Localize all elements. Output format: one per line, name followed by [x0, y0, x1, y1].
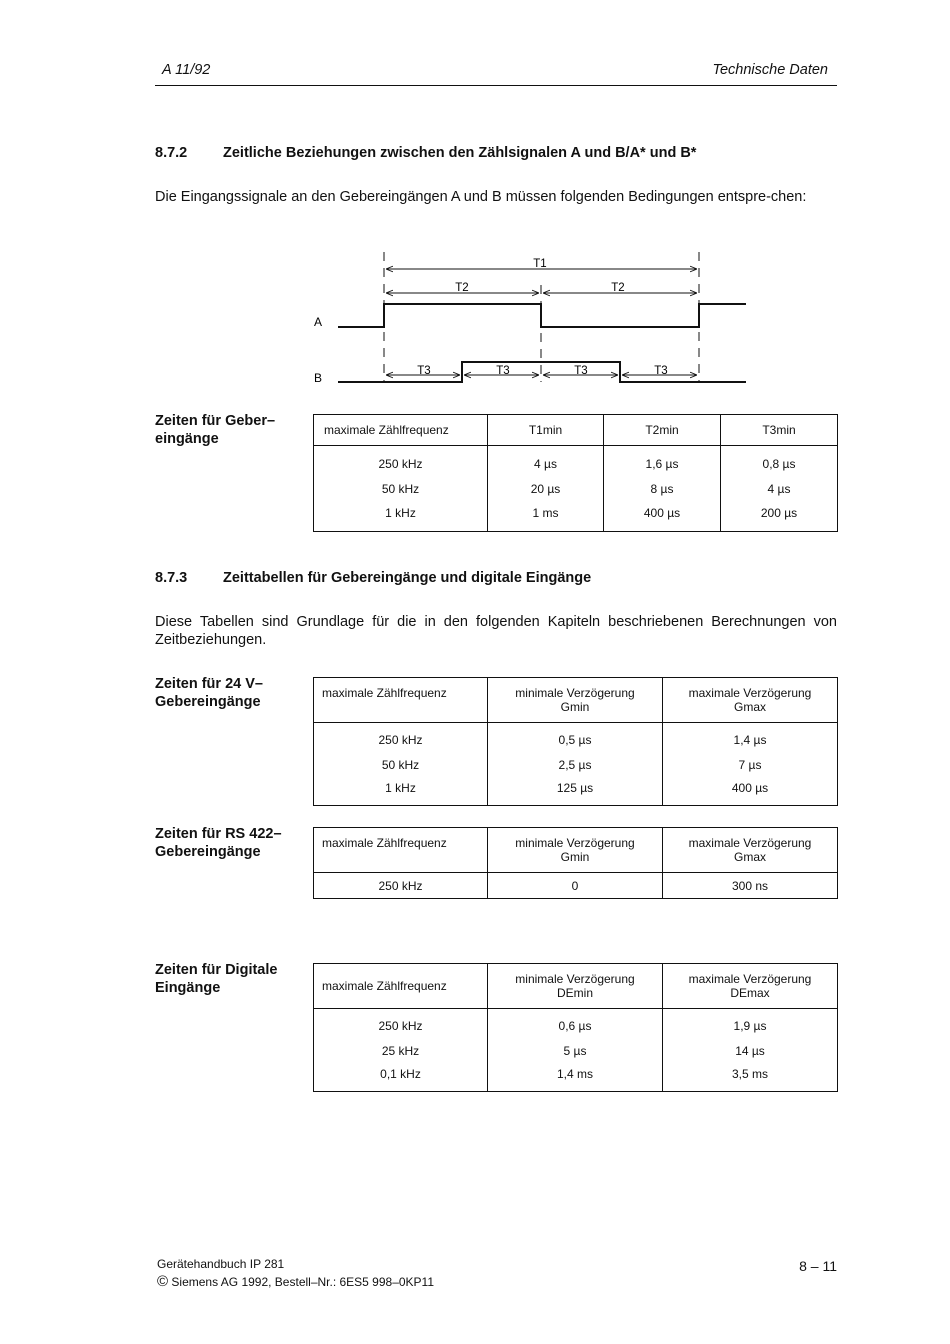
table-header-cell [663, 828, 838, 873]
table-row [314, 753, 838, 777]
table-header-cell: maximale Zählfrequenz [314, 415, 488, 446]
signal-a-waveform [338, 304, 746, 327]
table-cell: 8 µs [604, 477, 721, 501]
t3-label-1: T3 [417, 365, 431, 377]
table-header-cell: maximale Zählfrequenz [314, 964, 488, 1009]
table-cell: 1,9 µs [663, 1009, 838, 1039]
table-cell: 50 kHz [314, 477, 488, 501]
table-header-line: minimale Verzögerung [515, 972, 635, 986]
table-header-row [314, 828, 838, 873]
t3-label-2: T3 [496, 365, 510, 377]
table-digital-times [313, 963, 838, 1092]
signal-a-label: A [314, 315, 323, 329]
table3-label-line2: Gebereingänge [155, 844, 261, 860]
table-header-row [314, 678, 838, 723]
table-header-line: minimale Verzögerung [515, 686, 635, 700]
table-row [314, 501, 838, 532]
table-row [314, 1009, 838, 1039]
table-header-cell [488, 828, 663, 873]
table-header-cell: maximale Zählfrequenz [314, 678, 488, 723]
signal-b-label: B [314, 371, 323, 385]
section-number: 8.7.2 [155, 145, 188, 161]
table-header-subline: Gmax [733, 700, 766, 714]
table-cell: 1 ms [488, 501, 604, 532]
table-cell: 0,1 kHz [314, 1063, 488, 1092]
footer-copyright [157, 1273, 434, 1290]
table-cell: 2,5 µs [488, 753, 663, 777]
section-heading-1 [155, 145, 696, 161]
section-heading-2 [155, 570, 591, 586]
table-cell: 4 µs [721, 477, 838, 501]
table-cell: 125 µs [488, 777, 663, 806]
table-cell: 50 kHz [314, 753, 488, 777]
table4-label [155, 961, 305, 997]
table4-label-line2: Eingänge [155, 980, 221, 996]
table-cell: 4 µs [488, 446, 604, 477]
table-header-cell: T3min [721, 415, 838, 446]
table-header-cell: maximale Zählfrequenz [314, 828, 488, 873]
table-cell: 7 µs [663, 753, 838, 777]
table-cell: 250 kHz [314, 446, 488, 477]
t3-label-4: T3 [654, 365, 668, 377]
table-cell: 400 µs [604, 501, 721, 532]
table-header-row [314, 964, 838, 1009]
table2-label-line1: Zeiten für 24 V– [155, 676, 263, 692]
table-cell: 1 kHz [314, 501, 488, 532]
section-title: Zeitliche Beziehungen zwischen den Zählsignalen A und B/A* und B* [223, 145, 697, 161]
table-row [314, 777, 838, 806]
table-row [314, 1039, 838, 1063]
header-left: A 11/92 [162, 62, 211, 78]
table-cell: 1 kHz [314, 777, 488, 806]
table-cell: 1,4 µs [663, 723, 838, 753]
t1-label: T1 [533, 258, 547, 270]
table-cell: 250 kHz [314, 1009, 488, 1039]
table-header-subline: Gmax [733, 850, 766, 864]
table-header-cell [488, 964, 663, 1009]
t2-label-left: T2 [455, 282, 469, 294]
table-cell: 25 kHz [314, 1039, 488, 1063]
page-number: 8 – 11 [799, 1258, 837, 1274]
header-right: Technische Daten [712, 62, 828, 78]
table-header-cell: T1min [488, 415, 604, 446]
table-cell: 200 µs [721, 501, 838, 532]
footer-order-number: Siemens AG 1992, Bestell–Nr.: 6ES5 998–0KP11 [171, 1275, 435, 1289]
table-cell: 250 kHz [314, 723, 488, 753]
table-header-cell [663, 678, 838, 723]
table-header-cell [488, 678, 663, 723]
table-24v-times [313, 677, 838, 806]
table-cell: 1,4 ms [488, 1063, 663, 1092]
table-cell: 0,6 µs [488, 1009, 663, 1039]
section-paragraph-1: Die Eingangssignale an den Gebereingängen A und B müssen folgenden Bedingungen entspre-chen: [155, 189, 807, 205]
table1-label [155, 412, 305, 448]
timing-diagram [300, 245, 760, 395]
section-paragraph-2: Diese Tabellen sind Grundlage für die in den folgenden Kapiteln beschriebenen Berechnungen von Zeitbeziehungen. [155, 614, 837, 648]
table3-label-line1: Zeiten für RS 422– [155, 826, 282, 842]
table-row [314, 446, 838, 477]
table-header-subline: Gmin [560, 850, 590, 864]
table1-label-line2: eingänge [155, 431, 219, 447]
table3-label [155, 825, 305, 861]
table-header-line: maximale Verzögerung [688, 836, 812, 850]
table-cell: 0 [488, 873, 663, 899]
table-row [314, 873, 838, 899]
t2-label-right: T2 [611, 282, 625, 294]
table-header-cell [663, 964, 838, 1009]
table-row [314, 723, 838, 753]
table-cell: 20 µs [488, 477, 604, 501]
footer-manual-title: Gerätehandbuch IP 281 [157, 1257, 285, 1271]
t3-label-3: T3 [574, 365, 588, 377]
table2-label [155, 675, 305, 711]
table-header-subline: DEmin [556, 986, 593, 1000]
table-cell: 3,5 ms [663, 1063, 838, 1092]
table1-label-line1: Zeiten für Geber– [155, 413, 276, 429]
table-header-subline: Gmin [560, 700, 590, 714]
table2-label-line2: Gebereingänge [155, 694, 261, 710]
signal-b-waveform [338, 362, 746, 382]
table-header-cell: T2min [604, 415, 721, 446]
section-number: 8.7.3 [155, 570, 188, 586]
copyright-icon: © [157, 1273, 169, 1290]
table-cell: 300 ns [663, 873, 838, 899]
table-header-row [314, 415, 838, 446]
table-cell: 400 µs [663, 777, 838, 806]
table4-label-line1: Zeiten für Digitale [155, 962, 278, 978]
table-header-line: maximale Verzögerung [688, 686, 812, 700]
table-geber-times [313, 414, 838, 532]
table-row [314, 477, 838, 501]
table-header-line: minimale Verzögerung [515, 836, 635, 850]
table-cell: 0,5 µs [488, 723, 663, 753]
section-title: Zeittabellen für Gebereingänge und digitale Eingänge [223, 570, 592, 586]
table-cell: 0,8 µs [721, 446, 838, 477]
table-cell: 14 µs [663, 1039, 838, 1063]
table-row [314, 1063, 838, 1092]
header-rule [155, 85, 837, 86]
table-header-subline: DEmax [730, 986, 770, 1000]
table-cell: 5 µs [488, 1039, 663, 1063]
table-header-line: maximale Verzögerung [688, 972, 812, 986]
table-cell: 1,6 µs [604, 446, 721, 477]
table-rs422-times [313, 827, 838, 899]
table-cell: 250 kHz [314, 873, 488, 899]
